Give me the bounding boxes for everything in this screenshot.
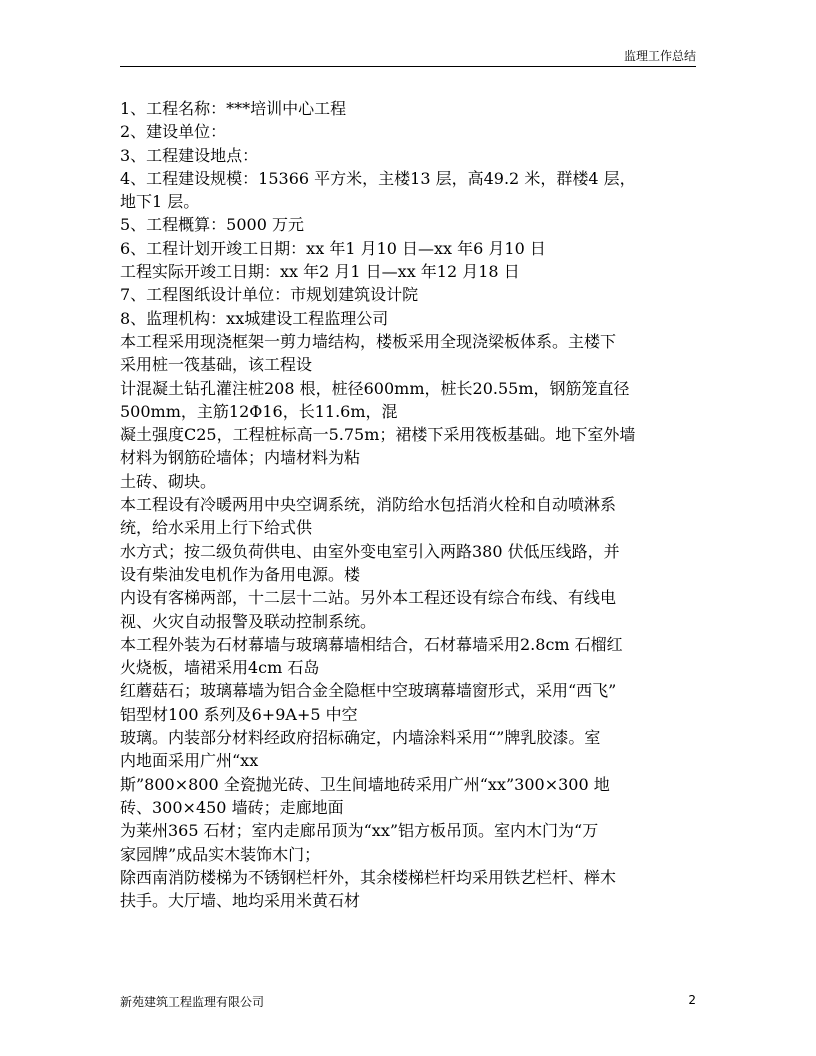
text-line: 材料为钢筋砼墙体；内墙材料为粘 — [120, 448, 361, 468]
text-line: 4、工程建设规模：15366 平方米，主楼13 层，高49.2 米，群楼4 层， — [120, 168, 636, 188]
text-line: 本工程采用现浇框架一剪力墙结构，楼板采用全现浇梁板体系。主楼下 — [120, 331, 617, 351]
text-line: 500mm，主筋12Φ16，长11.6m，混 — [120, 401, 398, 421]
text-line: 3、工程建设地点： — [120, 145, 259, 165]
text-line: 斯”800×800 全瓷抛光砖、卫生间墙地砖采用广州“xx”300×300 地 — [120, 774, 610, 794]
text-line: 铝型材100 系列及6+9A+5 中空 — [120, 704, 358, 724]
text-line: 本工程设有冷暖两用中央空调系统，消防给水包括消火栓和自动喷淋系 — [120, 495, 617, 515]
text-line: 视、火灾自动报警及联动控制系统。 — [120, 611, 377, 631]
text-line: 水方式；按二级负荷供电、由室外变电室引入两路380 伏低压线路，并 — [120, 541, 620, 561]
text-line: 7、工程图纸设计单位：市规划建筑设计院 — [120, 285, 419, 305]
text-line: 1、工程名称：***培训中心工程 — [120, 99, 347, 118]
text-line: 2、建设单位： — [120, 122, 227, 142]
text-line: 采用桩一筏基础，该工程设 — [120, 355, 313, 375]
text-line: 除西南消防楼梯为不锈钢栏杆外，其余楼梯栏杆均采用铁艺栏杆、榉木 — [120, 867, 617, 887]
text-line: 为莱州365 石材；室内走廊吊顶为“xx”铝方板吊顶。室内木门为“万 — [120, 821, 599, 841]
text-line: 5、工程概算：5000 万元 — [120, 215, 304, 235]
text-line: 内设有客梯两部，十二层十二站。另外本工程还设有综合布线、有线电 — [120, 588, 617, 608]
text-line: 8、监理机构：xx城建设工程监理公司 — [120, 308, 389, 328]
text-line: 玻璃。内装部分材料经政府招标确定，内墙涂料采用“”牌乳胶漆。室 — [120, 728, 601, 748]
text-line: 设有柴油发电机作为备用电源。楼 — [120, 564, 361, 584]
page-number: 2 — [688, 993, 696, 1007]
page-header — [120, 50, 696, 67]
footer-company-name: 新苑建筑工程监理有限公司 — [120, 995, 265, 1009]
text-line: 家园牌”成品实木装饰木门； — [120, 844, 321, 864]
text-line: 火烧板，墙裙采用4cm 石岛 — [120, 658, 320, 678]
text-line: 本工程外装为石材幕墙与玻璃幕墙相结合，石材幕墙采用2.8cm 石榴红 — [120, 634, 623, 654]
text-line: 工程实际开竣工日期：xx 年2 月1 日—xx 年12 月18 日 — [120, 262, 520, 282]
text-line: 扶手。大厅墙、地均采用米黄石材 — [120, 891, 361, 911]
text-line: 土砖、砌块。 — [120, 471, 217, 491]
header-title: 监理工作总结 — [623, 49, 696, 63]
text-line: 6、工程计划开竣工日期：xx 年1 月10 日—xx 年6 月10 日 — [120, 238, 546, 258]
text-line: 内地面采用广州“xx — [120, 751, 259, 771]
text-line: 凝土强度C25，工程桩标高一5.75m；裙楼下采用筏板基础。地下室外墙 — [120, 425, 636, 445]
text-line: 计混凝土钻孔灌注桩208 根，桩径600mm，桩长20.55m，钢筋笼直径 — [120, 378, 630, 398]
text-line: 统，给水采用上行下给式供 — [120, 518, 313, 538]
text-line: 红蘑菇石；玻璃幕墙为铝合金全隐框中空玻璃幕墙窗形式，采用“西飞” — [120, 681, 617, 701]
text-line: 砖、300×450 墙砖；走廊地面 — [120, 797, 344, 817]
text-line: 地下1 层。 — [120, 192, 200, 212]
document-body — [120, 97, 700, 912]
